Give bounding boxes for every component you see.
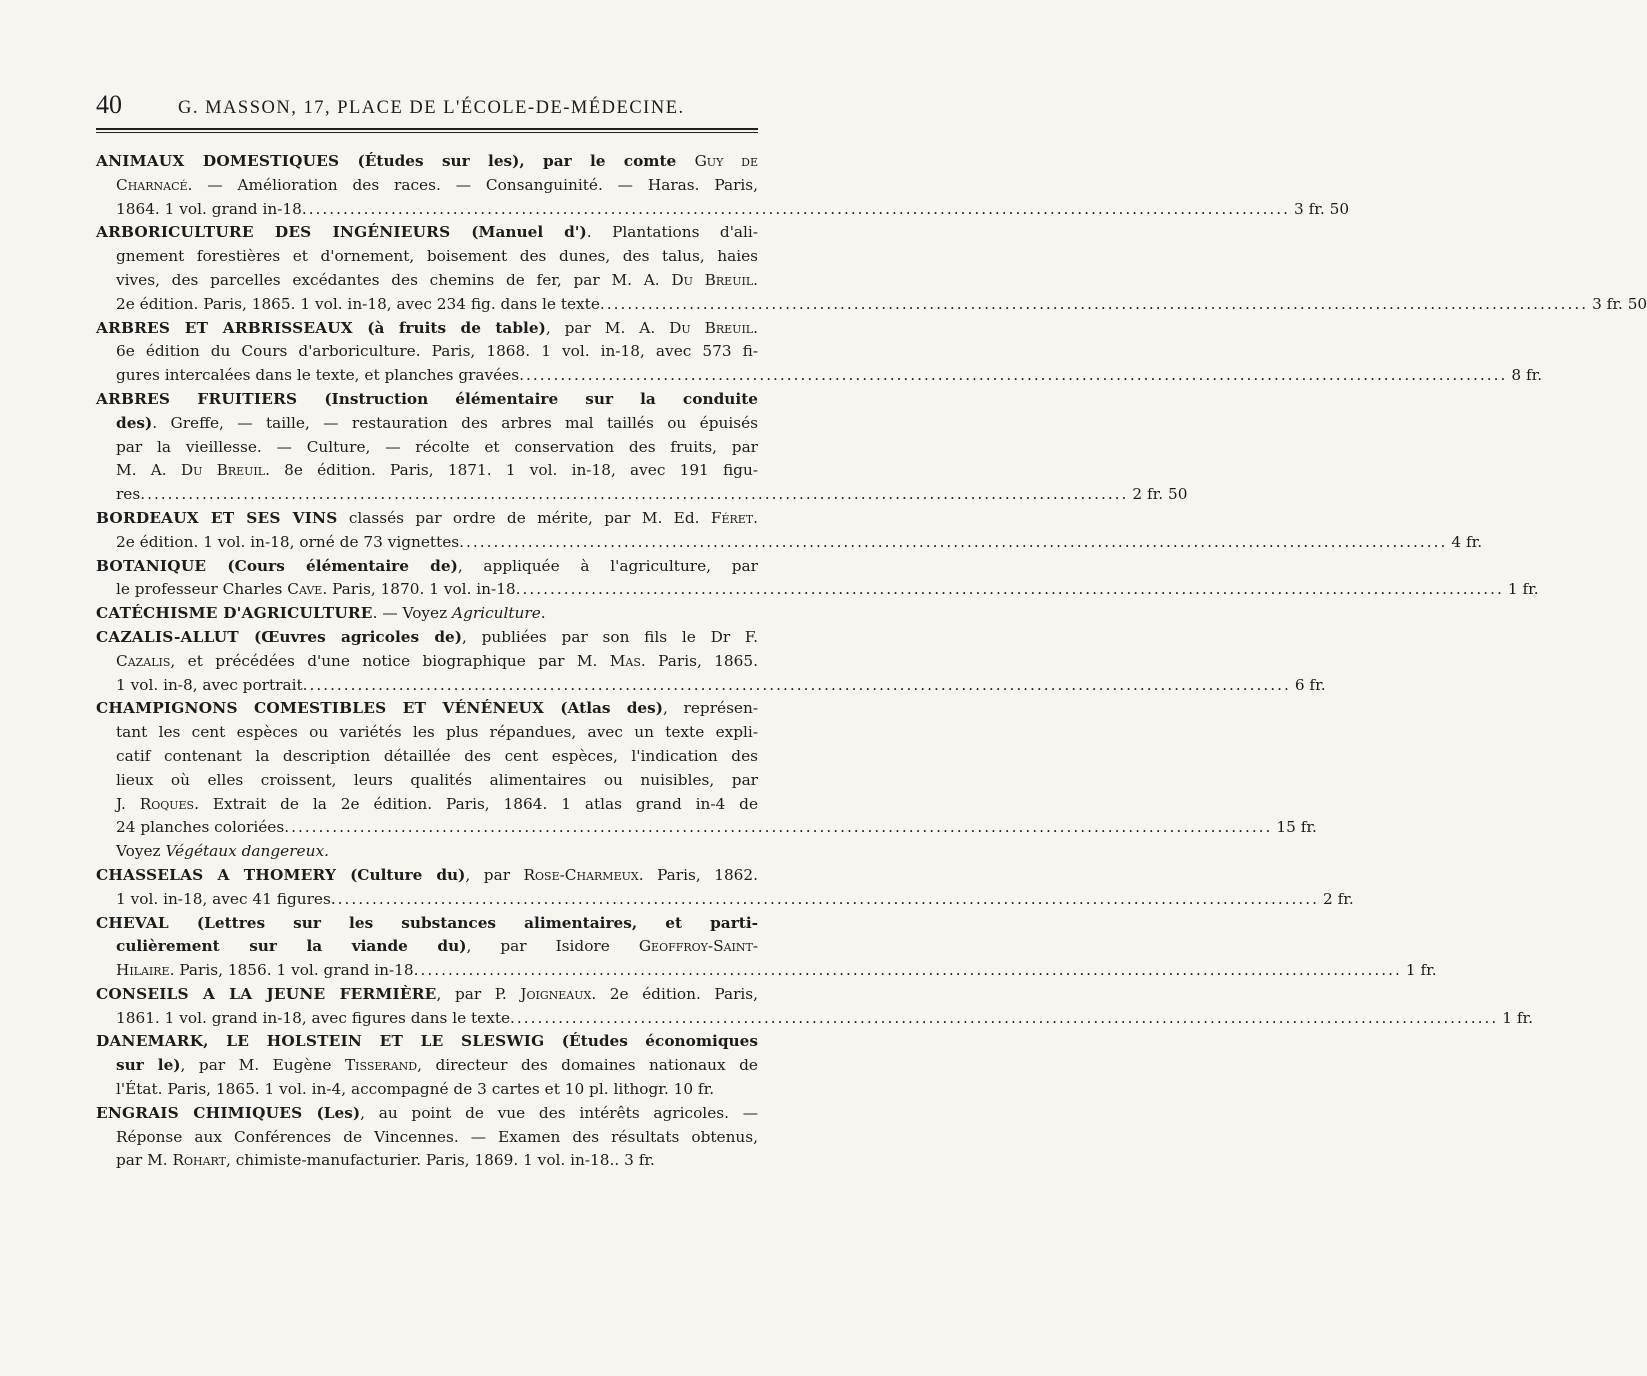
entry-heading: CAZALIS-ALLUT [96,627,239,646]
catalog-entry [96,912,1437,983]
entry-text: Voyez [116,842,166,861]
entry-heading: CONSEILS A LA JEUNE FERMIÈRE [96,984,437,1003]
catalog-entry [96,150,1350,221]
entry-author: Cave [287,580,323,599]
entry-subtitle: culièrement sur la viande du) [116,937,467,956]
entry-heading: CHAMPIGNONS COMESTIBLES ET VÉNÉNEUX [96,699,545,718]
entry-subtitle: (Cours élémentaire de) [206,556,458,575]
catalog-entry [96,983,1533,1031]
catalog-entry [96,388,1188,507]
entry-subtitle: des) [116,413,153,432]
entry-author: Mas [609,651,641,670]
entry-subtitle: (Atlas des) [544,699,663,718]
entry-text: . Paris, 1856. 1 vol. grand in-18 [169,961,414,980]
catalog-entry [96,555,1539,603]
entry-subtitle: (Études économiques [544,1032,758,1051]
entry-heading: CATÉCHISME D'AGRICULTURE [96,604,373,623]
entry-subtitle: (Les) [302,1103,361,1122]
entry-text: res [116,485,141,504]
catalog-entry: ARBRES ET ARBRISSEAUX (à fruits de table), par M. A. Du Breuil. 6e édition du Cours d'arboriculture. Paris, 1868. 1 vol. in-18, avec 573 fi- gures intercalées dans le texte, et planches gravées ..... 8 fr. [96,317,758,388]
entry-text: , chimiste-manufacturier. Paris, 1869. 1 vol. in-18.. 3 fr. [225,1151,655,1170]
entry-text: . Plantations d'ali- [586,223,758,242]
entry-text: 6e édition du Cours d'arboriculture. Paris, 1868. 1 vol. in-18, avec 573 fi- [116,342,758,361]
entry-heading: ARBRES ET ARBRISSEAUX [96,318,353,337]
entry-text: . Paris, 1865. [640,651,758,670]
entry-subtitle: (Œuvres agricoles de) [238,627,462,646]
entry-heading: ANIMAUX DOMESTIQUES [96,152,340,170]
entry-text: . 2e édition. Paris, [591,984,758,1003]
entry-price: 1 fr. [1405,961,1437,980]
entry-author: Joigneaux [520,984,592,1003]
entry-author: Charnacé [116,175,188,194]
entry-heading: ARBORICULTURE DES INGÉNIEURS [96,223,451,242]
entry-text: vives, des parcelles excédantes des chemins de fer, par M. A. [116,270,672,289]
entry-text: gnement forestières et d'ornement, boisement des dunes, des talus, haies [116,247,758,266]
entry-text: . — Voyez [372,604,453,623]
entry-author: Roques [139,794,195,813]
entry-price: 1 fr. [1507,580,1539,599]
entry-text: 1 vol. in-8, avec portrait [116,675,303,694]
entry-text: 1861. 1 vol. grand in-18, avec figures dans le texte [116,1008,511,1027]
entry-text: le professeur Charles [116,580,288,599]
entry-crossref: Agriculture [452,604,541,623]
entry-author: Féret [710,508,754,527]
entry-heading: DANEMARK, LE HOLSTEIN ET LE SLESWIG [96,1032,545,1051]
entry-price: 3 fr. 50 [1592,294,1647,313]
entry-text: , et précédées d'une notice biographique par M. [170,651,610,670]
entry-author: Cazalis [116,651,171,670]
entry-text: par la vieillesse. — Culture, — récolte et conservation des fruits, par [116,437,758,456]
entry-text: J. [116,794,140,813]
entry-author: Du Breuil [669,318,754,337]
entry-text: . Extrait de la 2e édition. Paris, 1864. 1 atlas grand in-4 de [194,794,759,813]
entry-text: l'État. Paris, 1865. 1 vol. in-4, accompagné de 3 cartes et 10 pl. lithogr. 10 fr. [116,1080,715,1099]
entry-text: classés par ordre de mérite, par M. Ed. [337,508,711,527]
entry-heading: ARBRES FRUITIERS [96,389,298,408]
entry-price: 1 fr. [1502,1008,1533,1027]
entry-text: M. A. [116,461,181,480]
page-header [96,90,758,124]
entry-heading: BOTANIQUE [96,556,207,575]
entry-author: Rose-Charmeux [523,865,639,884]
entry-price: 2 fr. 50 [1132,485,1188,504]
entry-subtitle: (Culture du) [336,865,466,884]
entry-text: , représen- [662,699,758,718]
entry-text: 1 vol. in-18, avec 41 figures [116,889,331,908]
entry-price: 4 fr. [1451,532,1483,551]
entry-subtitle: (Instruction élémentaire sur la conduite [297,389,758,408]
entry-price: 2 fr. [1323,889,1354,908]
entry-text: 2e édition. 1 vol. in-18, orné de 73 vignettes [116,532,460,551]
entry-text: , appliquée à l'agriculture, par [457,556,758,575]
catalog-entry [96,626,1326,697]
entry-price: 15 fr. [1276,818,1317,837]
catalog-entry [96,602,758,626]
entry-text: . 8e édition. Paris, 1871. 1 vol. in-18, avec 191 figu- [265,461,758,480]
entry-text: , par M. A. [545,318,670,337]
entry-text: 2e édition. Paris, 1865. 1 vol. in-18, avec 234 fig. dans le texte [116,294,600,313]
entry-heading: BORDEAUX ET SES VINS [96,508,338,527]
entry-text: Réponse aux Conférences de Vincennes. — Examen des résultats obtenus, [116,1127,758,1146]
entry-author: Rohart [172,1151,226,1170]
entry-heading: CHEVAL [96,913,169,932]
entry-text: . Greffe, — taille, — restauration des arbres mal taillés ou épuisés [152,413,758,432]
entry-price: 3 fr. 50 [1294,199,1350,218]
entry-subtitle: (Lettres sur les substances alimentaires, et parti- [168,913,758,932]
entry-subtitle: sur le) [116,1056,181,1075]
entry-text: . Paris, 1870. 1 vol. in-18 [322,580,516,599]
entry-price: 6 fr. [1294,675,1326,694]
entry-author: Du Breuil [671,270,754,289]
entry-crossref: Végétaux dangereux. [165,842,329,861]
entry-text: gures intercalées dans le texte, et planches gravées [116,366,520,385]
entry-text: , par [465,865,524,884]
entry-subtitle: (à fruits de table) [352,318,546,337]
header-rule-thick [96,128,758,130]
entry-text: , par M. Eugène [180,1056,345,1075]
entry-author: Tisserand [344,1056,418,1075]
entry-text: , directeur des domaines nationaux de [417,1056,758,1075]
entry-text: , par Isidore [466,937,639,956]
catalog-entry [96,1030,758,1101]
entry-text: . [540,604,546,623]
catalog-entry: ARBORICULTURE DES INGÉNIEURS (Manuel d'). Plantations d'ali- gnement forestières et d'ornement, boisement des dunes, des talus, haies vives, des parcelles excédantes des chemins de fer, par M. A. Du Breuil. 2e édition. Paris, 1865. 1 vol. in-18, avec 234 fig. dans le texte ..... 3 fr. 50 [96,221,758,316]
entry-author: Guy de [694,152,758,170]
entry-heading: ENGRAIS CHIMIQUES [96,1103,303,1122]
entry-subtitle: (Études sur les), par le comte [339,152,695,170]
entry-text: tant les cent espèces ou variétés les plus répandues, avec un texte expli- [116,723,758,742]
entry-subtitle: (Manuel d') [450,223,587,242]
entry-text: , par P. [436,984,521,1003]
entry-text: , au point de vue des intérêts agricoles. — [360,1103,758,1122]
entry-text: 1864. 1 vol. grand in-18 [116,199,302,218]
catalog-entry [96,697,1317,864]
catalog-entries [96,150,1647,1173]
catalog-entry [96,1102,758,1173]
entry-text: . Paris, 1862. [638,865,759,884]
entry-price: 8 fr. [1511,366,1543,385]
entry-heading: CHASSELAS A THOMERY [96,865,337,884]
header-rule-thin [96,132,758,133]
page-number: 40 [96,90,122,119]
entry-text: catif contenant la description détaillée des cent espèces, l'indication des [116,746,758,765]
running-title: G. MASSON, 17, PLACE DE L'ÉCOLE-DE-MÉDECINE. [178,98,685,118]
entry-author: Hilaire [116,961,170,980]
catalog-entry: BORDEAUX ET SES VINS classés par ordre de mérite, par M. Ed. Féret. 2e édition. 1 vol. in-18, orné de 73 vignettes ..... 4 fr. [96,507,758,555]
entry-text: par M. [116,1151,173,1170]
entry-author: Geoffroy-Saint- [638,937,758,956]
entry-text: , publiées par son fils le Dr F. [461,627,758,646]
entry-author: Du Breuil [180,461,266,480]
entry-text: . — Amélioration des races. — Consanguinité. — Haras. Paris, [187,175,758,194]
entry-text: lieux où elles croissent, leurs qualités alimentaires ou nuisibles, par [116,770,758,789]
entry-text: 24 planches coloriées [116,818,285,837]
catalog-entry [96,864,1354,912]
